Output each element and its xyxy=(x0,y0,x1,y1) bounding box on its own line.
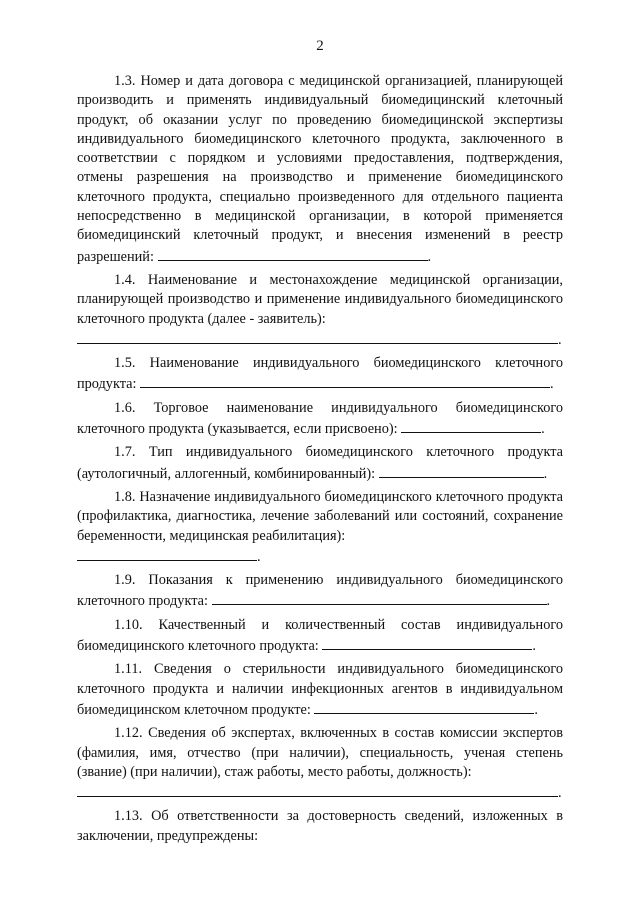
item-text: Назначение индивидуального биомедицинского клеточного продукта (профилактика, диагностика, лечение заболеваний или состояний, сохранение беременности, медицинская реабилитация): xyxy=(77,488,563,544)
item-1-3: 1.3. Номер и дата договора с медицинской организацией, планирующей производить и применять индивидуальный биомедицинский клеточный продукт, об оказании услуг по проведению биомедицинской экспертизы индивидуального биомедицинского клеточного продукта, заключенного в соответствии с порядком и условиями предоставления, подтверждения, отмены разрешения на производство и применение биомедицинского клеточного продукта, специально произведенного для отдельного пациента непосредственно в медицинской организации, в которой применяется биомедицинский клеточный продукт, и внесения изменений в реестр разрешений: . xyxy=(77,73,563,265)
item-1-4 xyxy=(77,271,563,329)
item-1-10: 1.10. Качественный и количественный состав индивидуального биомедицинского клеточного продукта: . xyxy=(77,616,564,655)
item-1-11: 1.11. Сведения о стерильности индивидуального биомедицинского клеточного продукта и наличии инфекционных агентов в индивидуальном биомедицинском клеточном продукте: . xyxy=(77,661,564,718)
item-number: 1.5. xyxy=(114,355,136,372)
document-body: 1.3. Номер и дата договора с медицинской организацией, планирующей производить и применять индивидуальный биомедицинский клеточный продукт, об оказании услуг по проведению биомедицинской экспертизы индивидуального биомедицинского клеточного продукта, заключенного в соответствии с порядком и условиями предоставления, подтверждения, отмены разрешения на производство и применение биомедицинского клеточного продукта, специально произведенного для отдельного пациента непосредственно в медицинской организации, в которой применяется биомедицинский клеточный продукт, и внесения изменений в реестр разрешений: . 1.4. Наименование и местонахождение медицинской организации, планирующей производство и применение индивидуального биомедицинского клеточного продукта (далее - заявитель): . 1.5. Наименование индивидуального биомедицинского клеточного продукта: . 1.6. Торговое наименование индивидуального биомедицинского клеточного продукта (указывается, если присвоено): . 1.7. Тип индивидуального биомедицинского клеточного продукта (аутологичный, аллогенный, комбинированный): . 1.8. Назначение индивидуального биомедицинского клеточного продукта (профилактика, диагностика, лечение заболеваний или состояний, сохранение беременности, медицинская реабилитация): . 1.9. Показания к применению индивидуального биомедицинского клеточного продукта: . 1.10. Качественный и количественный состав индивидуального биомедицинского клеточного продукта: . 1.11. Сведения о стерильности индивидуального биомедицинского клеточного продукта и наличии инфекционных агентов в индивидуальном биомедицинском клеточном продукте: . 1.12. Сведения об экспертах, включенных в состав комиссии экспертов (фамилия, имя, отчество (при наличии), специальность, ученая степень (звание) (при наличии), стаж работы, место работы, должность): . 1.13. Об ответственности за достоверность сведений, изложенных в заключении, предупреждены: xyxy=(77,72,563,850)
fill-in-blank[interactable] xyxy=(401,418,541,433)
fill-in-blank[interactable] xyxy=(322,635,532,650)
item-number: 1.9. xyxy=(114,572,136,589)
fill-in-blank[interactable] xyxy=(77,546,257,561)
fill-in-blank[interactable] xyxy=(212,590,547,605)
item-number: 1.7. xyxy=(114,444,136,461)
item-text: Торговое наименование индивидуального биомедицинского клеточного продукта (указывается, если присвоено): xyxy=(77,399,564,438)
item-text: Сведения об экспертах, включенных в состав комиссии экспертов (фамилия, имя, отчество (при наличии), специальность, ученая степень (звание) (при наличии), стаж работы, место работы, должность): xyxy=(77,725,563,780)
item-text: Наименование индивидуального биомедицинского клеточного продукта: xyxy=(77,355,563,393)
item-number: 1.11. xyxy=(114,661,143,678)
item-1-7: 1.7. Тип индивидуального биомедицинского клеточного продукта (аутологичный, аллогенный, комбинированный): . xyxy=(77,444,563,482)
item-text: Показания к применению индивидуального биомедицинского клеточного продукта: xyxy=(77,572,564,610)
fill-in-blank[interactable] xyxy=(140,373,550,388)
item-number: 1.8. xyxy=(114,488,136,505)
item-number: 1.6. xyxy=(114,399,136,416)
item-1-13 xyxy=(77,807,563,846)
item-number: 1.4. xyxy=(114,271,136,288)
fill-in-blank[interactable] xyxy=(77,329,558,344)
item-text: Номер и дата договора с медицинской организацией, планирующей производить и применять индивидуальный биомедицинский клеточный продукт, об оказании услуг по проведению биомедицинской экспертизы индивидуального биомедицинского клеточного продукта, заключенного в соответствии с порядком и условиями предоставления, подтверждения, отмены разрешения на производство и применение биомедицинского клеточного продукта, специально произведенного для отдельного пациента непосредственно в медицинской организации, в которой применяется биомедицинский клеточный продукт, и внесения изменений в реестр разрешений: xyxy=(77,73,563,265)
item-1-5: 1.5. Наименование индивидуального биомедицинского клеточного продукта: . xyxy=(77,355,563,393)
page-number: 2 xyxy=(316,38,324,54)
item-text: Тип индивидуального биомедицинского клеточного продукта (аутологичный, аллогенный, комбинированный): xyxy=(77,444,563,482)
item-1-12 xyxy=(77,724,563,782)
item-text: Наименование и местонахождение медицинской организации, планирующей производство и применение индивидуального биомедицинского клеточного продукта (далее - заявитель): xyxy=(77,271,564,327)
item-number: 1.10. xyxy=(114,616,143,633)
item-1-9: 1.9. Показания к применению индивидуального биомедицинского клеточного продукта: . xyxy=(77,572,564,610)
fill-in-blank[interactable] xyxy=(379,463,544,478)
fill-in-blank[interactable] xyxy=(158,246,428,261)
fill-in-blank[interactable] xyxy=(77,782,558,797)
item-1-6: 1.6. Торговое наименование индивидуального биомедицинского клеточного продукта (указывается, если присвоено): . xyxy=(77,399,564,438)
item-text: Качественный и количественный состав индивидуального биомедицинского клеточного продукта: xyxy=(77,616,564,655)
item-1-8 xyxy=(77,488,563,546)
item-number: 1.13. xyxy=(114,808,143,825)
item-number: 1.3. xyxy=(114,73,136,89)
item-text: Сведения о стерильности индивидуального биомедицинского клеточного продукта и наличии инфекционных агентов в индивидуальном биомедицинском клеточном продукте: xyxy=(77,661,564,718)
fill-in-blank[interactable] xyxy=(314,699,534,714)
item-number: 1.12. xyxy=(114,725,143,742)
item-text: Об ответственности за достоверность сведений, изложенных в заключении, предупреждены: xyxy=(77,808,563,844)
